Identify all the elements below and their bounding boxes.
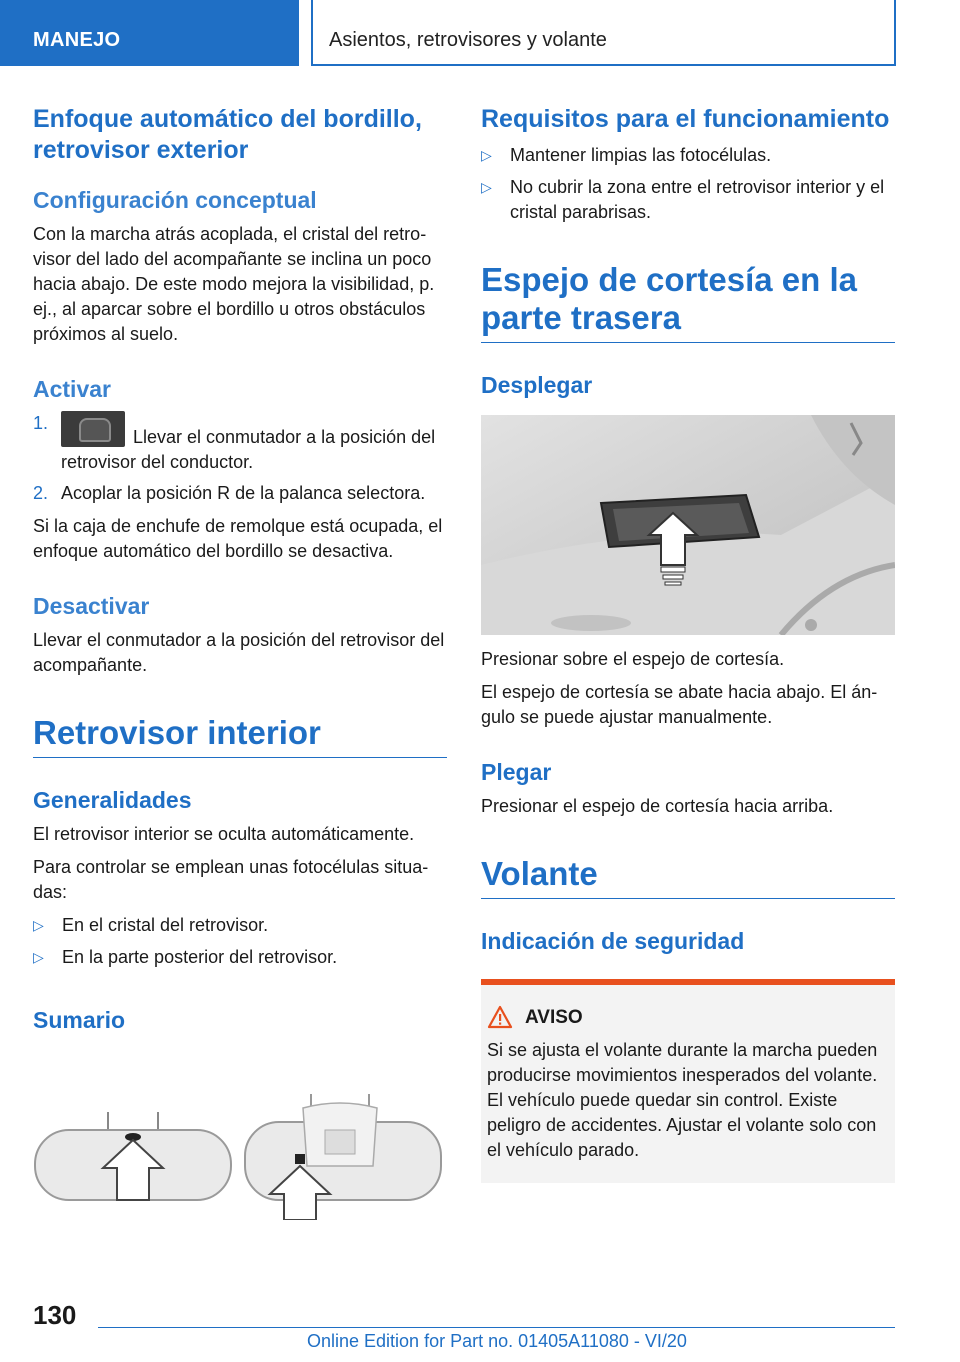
- step-text: Llevar el conmutador a la posición del retrovisor del conductor.: [61, 427, 436, 472]
- concept-text: Con la marcha atrás acoplada, el cristal del retrovisor del lado del acompañante se inclina un poco hacia abajo. De este modo mejora la visibilidad, p. ej., al aparcar sobre el bordillo u otros obstáculos próximos al suelo.: [33, 224, 435, 344]
- bullet-item: ▷ En el cristal del retrovisor.: [33, 913, 447, 938]
- vanity-mirror-photo: [481, 415, 895, 635]
- edition-text: Online Edition for Part no. 01405A11080 - VI/20: [307, 1331, 687, 1351]
- triangle-bullet-icon: ▷: [33, 949, 44, 965]
- unfold-heading: Desplegar: [481, 372, 593, 398]
- general-heading: Generalidades: [33, 787, 192, 813]
- step-number: 2.: [33, 483, 49, 503]
- activate-note: Si la caja de enchufe de remolque está ocupada, el enfoque automático del bordillo se desactiva.: [33, 516, 443, 561]
- general-text-2: Para controlar se emplean unas fotocélulas situadas:: [33, 857, 429, 902]
- right-column: [481, 104, 895, 1183]
- fold-heading: Plegar: [481, 759, 552, 785]
- footer-divider: [98, 1327, 895, 1328]
- requirements-title: Requisitos para el funcionamiento: [481, 105, 890, 133]
- concept-heading: Configuración conceptual: [33, 187, 317, 213]
- unfold-text-1: Presionar sobre el espejo de cortesía.: [481, 649, 785, 669]
- activate-step-2: [33, 481, 447, 506]
- step-number: 1.: [33, 413, 49, 433]
- chapter-title: Asientos, retrovisores y volante: [311, 0, 896, 66]
- vanity-mirror-title: Espejo de cortesía en la parte trasera: [481, 261, 895, 343]
- activate-heading: Activar: [33, 376, 111, 402]
- steering-wheel-title: Volante: [481, 855, 895, 899]
- bullet-item: ▷ No cubrir la zona entre el retrovisor interior y el cristal parabrisas.: [481, 177, 885, 222]
- activate-step-1: [33, 411, 447, 475]
- interior-mirror-illustration: [33, 1070, 447, 1220]
- summary-heading: Sumario: [33, 1007, 126, 1033]
- warning-title: AVISO: [525, 1005, 887, 1030]
- interior-title: Retrovisor interior: [33, 714, 447, 758]
- fold-text: Presionar el espejo de cortesía hacia arriba.: [481, 796, 834, 816]
- unfold-text-2: El espejo de cortesía se abate hacia abajo. El ángulo se puede ajustar manualmente.: [481, 682, 878, 727]
- warning-text: Si se ajusta el volante durante la marcha pueden producirse movimientos inesperados del volante. El vehículo puede quedar sin control. Existe peligro de accidentes. Ajustar el volante solo con el vehículo parado.: [487, 1040, 878, 1160]
- section-tab: MANEJO: [0, 0, 299, 66]
- triangle-bullet-icon: ▷: [481, 179, 492, 195]
- bullet-item: ▷ En la parte posterior del retrovisor.: [33, 945, 447, 970]
- warning-box: [481, 979, 895, 1183]
- page-header: [0, 0, 960, 66]
- deactivate-text: Llevar el conmutador a la posición del retrovisor del acompañante.: [33, 630, 445, 675]
- triangle-bullet-icon: ▷: [481, 147, 492, 163]
- safety-heading: Indicación de seguridad: [481, 928, 745, 954]
- left-column: [33, 104, 447, 1220]
- general-bullets: [33, 913, 447, 970]
- activate-steps: [33, 411, 447, 506]
- step-text: Acoplar la posición R de la palanca selectora.: [61, 483, 426, 503]
- page-number: 130: [33, 1300, 77, 1330]
- general-text-1: El retrovisor interior se oculta automáticamente.: [33, 824, 415, 844]
- mirror-switch-icon: [61, 411, 125, 447]
- triangle-bullet-icon: ▷: [33, 917, 44, 933]
- curb-title: Enfoque automático del bordillo, retrovisor exterior: [33, 105, 422, 164]
- deactivate-heading: Desactivar: [33, 593, 150, 619]
- requirements-bullets: [481, 143, 895, 225]
- warning-triangle-icon: [487, 1005, 513, 1029]
- bullet-item: ▷ Mantener limpias las fotocélulas.: [481, 143, 895, 168]
